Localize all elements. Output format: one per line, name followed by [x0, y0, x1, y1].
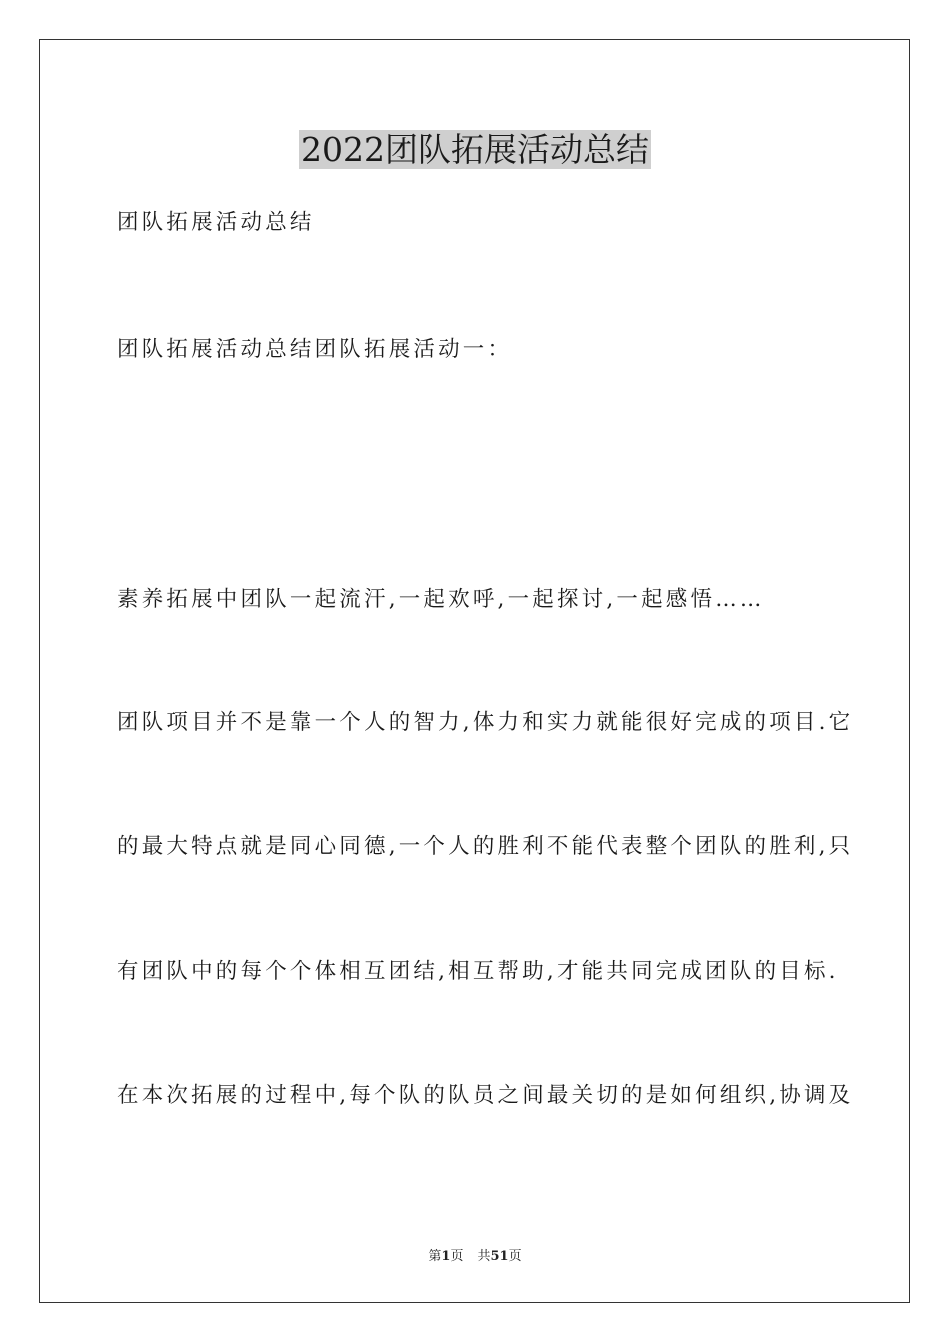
document-title [0, 128, 950, 172]
total-label-suffix: 页 [508, 1249, 522, 1264]
document-title-text: 2022团队拓展活动总结 [301, 130, 649, 169]
paragraph: 的最大特点就是同心同德,一个人的胜利不能代表整个团队的胜利,只 [117, 834, 854, 859]
paragraph-subtitle: 团队拓展活动总结 [117, 210, 315, 235]
total-pages: 51 [490, 1249, 509, 1264]
total-label-prefix: 共 [477, 1249, 491, 1264]
page-label-prefix: 第 [428, 1249, 442, 1264]
page-number: 1 [441, 1249, 451, 1264]
paragraph: 在本次拓展的过程中,每个队的队员之间最关切的是如何组织,协调及 [117, 1083, 854, 1108]
page-label-suffix: 页 [450, 1249, 464, 1264]
paragraph: 素养拓展中团队一起流汗,一起欢呼,一起探讨,一起感悟…… [117, 587, 765, 612]
paragraph-heading: 团队拓展活动总结团队拓展活动一： [117, 337, 513, 362]
paragraph: 团队项目并不是靠一个人的智力,体力和实力就能很好完成的项目.它 [117, 710, 854, 735]
paragraph: 有团队中的每个个体相互团结,相互帮助,才能共同完成团队的目标. [117, 959, 839, 984]
page-footer [0, 1248, 950, 1266]
